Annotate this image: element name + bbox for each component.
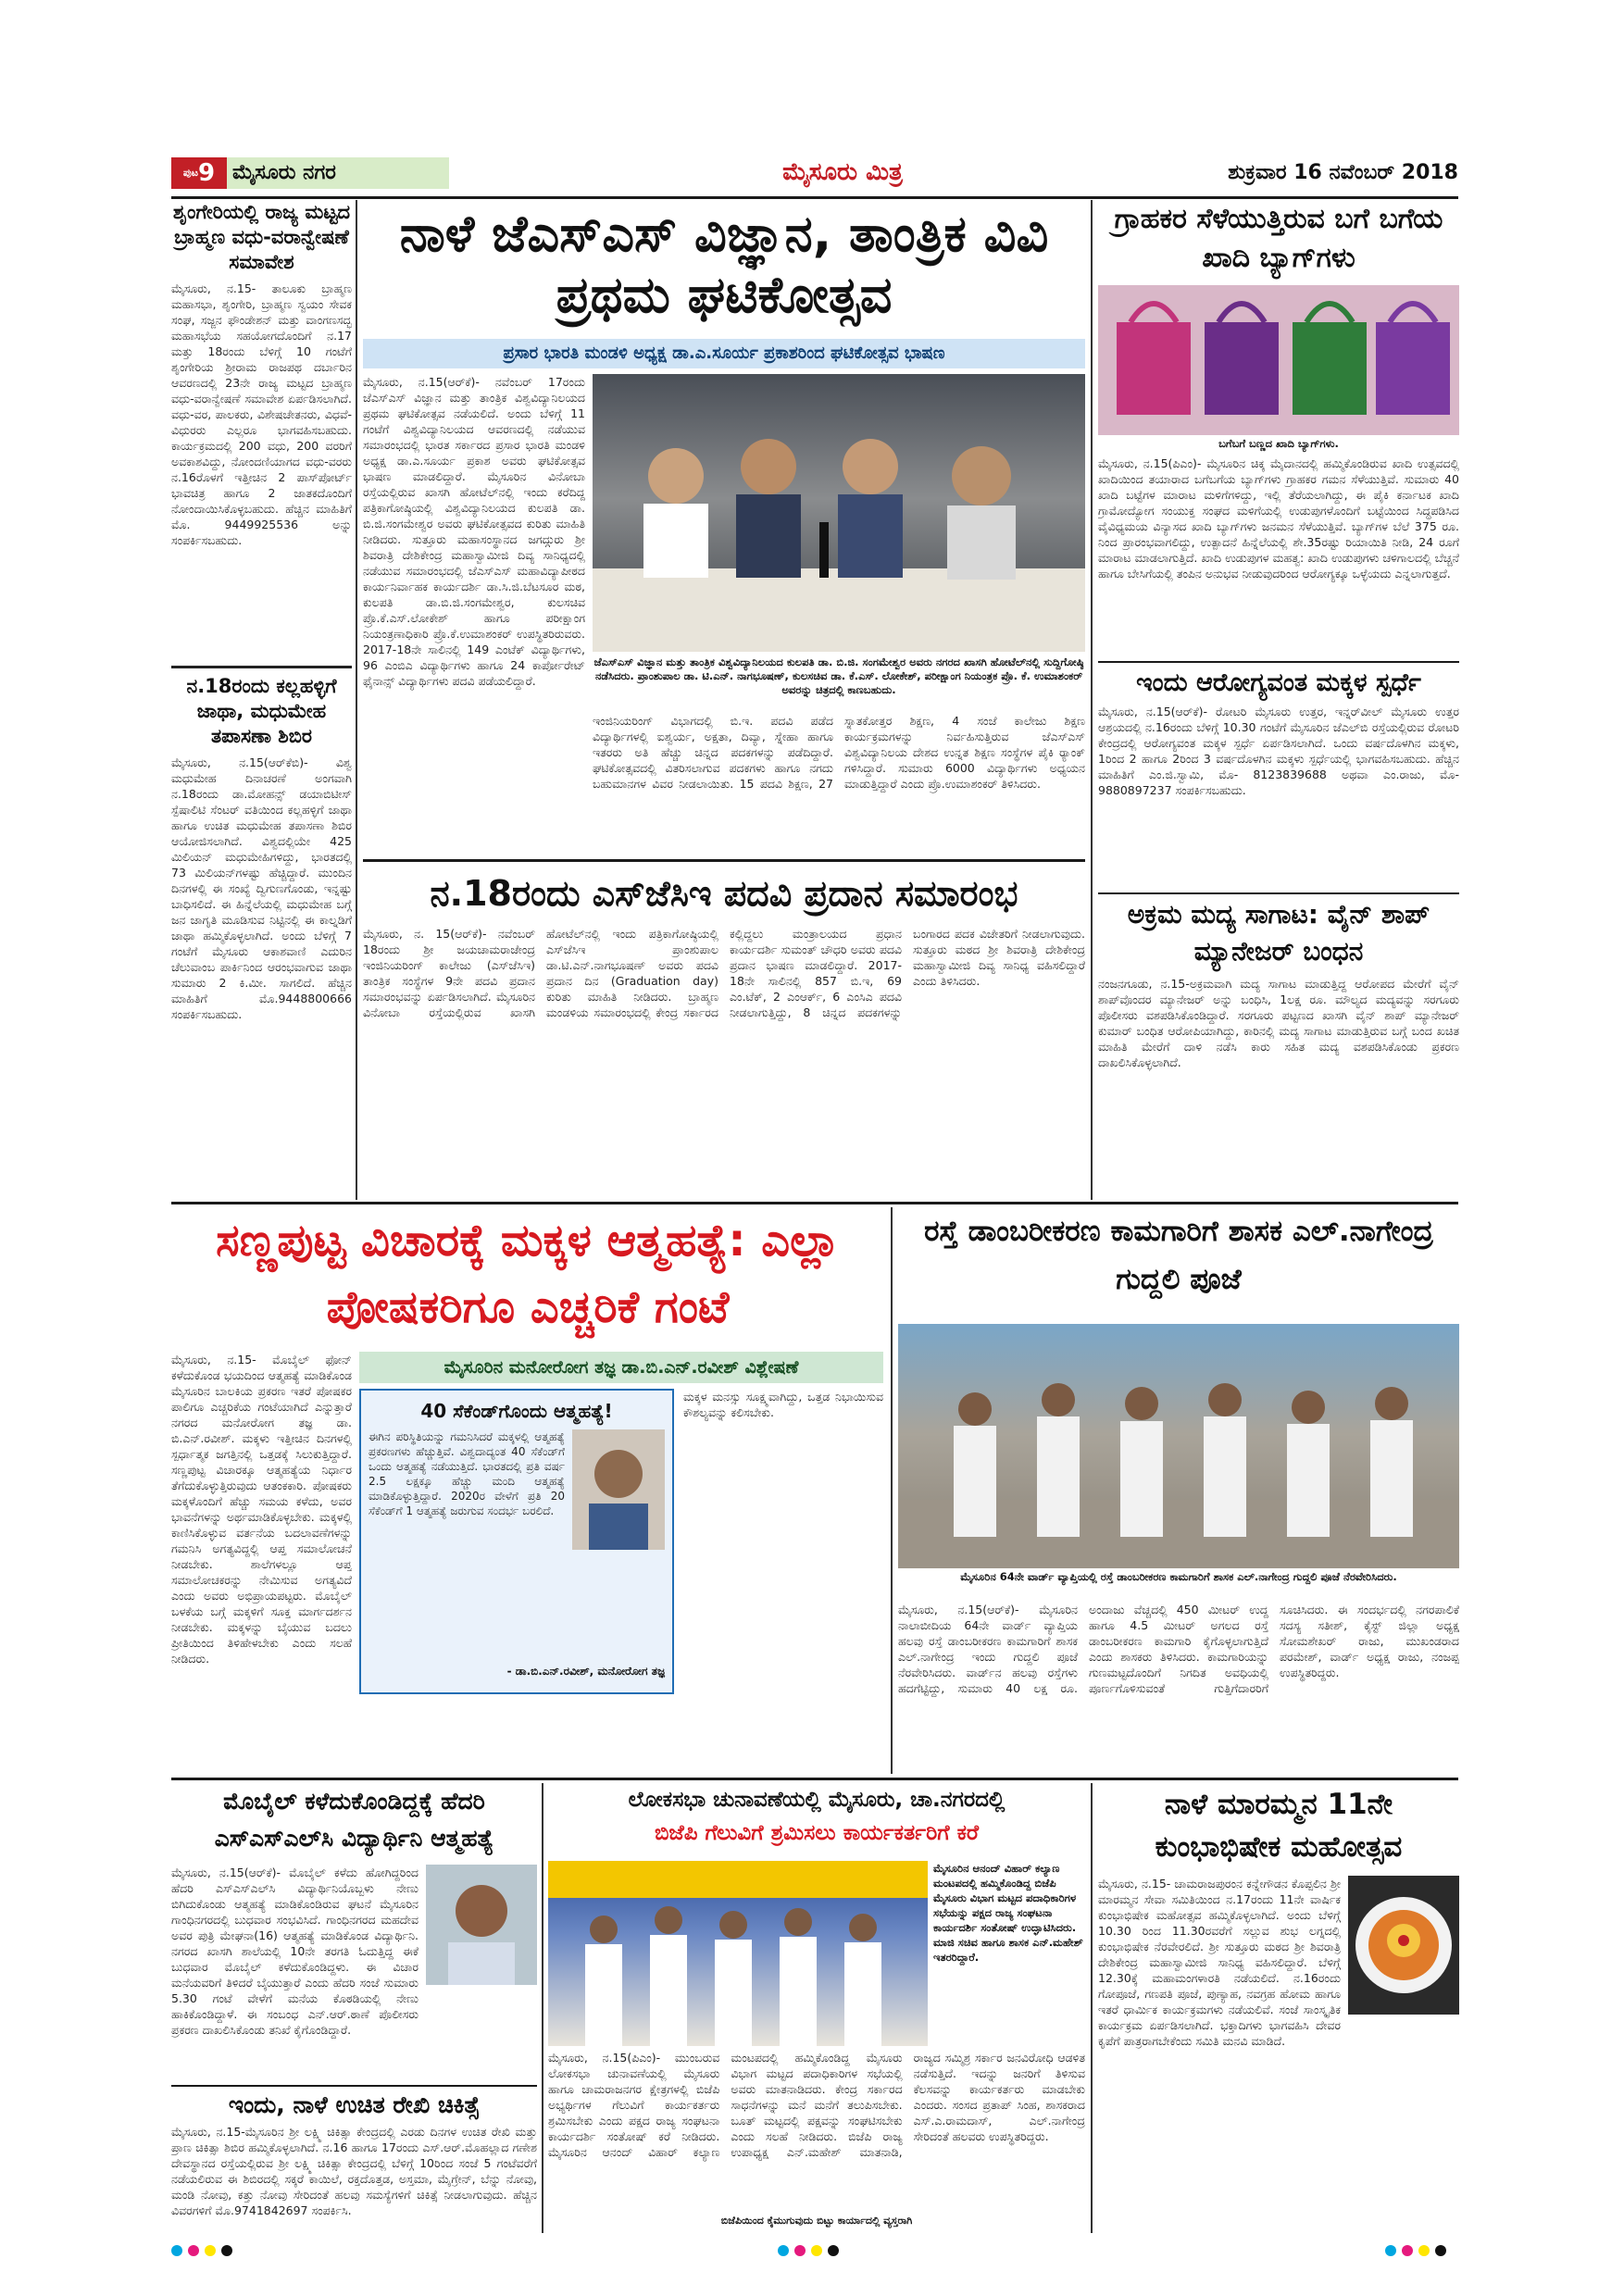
road-puja-illustration [898, 1324, 1459, 1568]
divider [171, 666, 352, 668]
student-photo [426, 1865, 537, 1985]
cyan-dot [1385, 2245, 1396, 2256]
bjp-body: ಮೈಸೂರು, ನ.15(ಪಿಎಂ)- ಮುಂಬರುವ ಲೋಕಸಭಾ ಚುನಾವಣೆಯಲ್ಲಿ ಮೈಸೂರು ಹಾಗೂ ಚಾಮರಾಜನಗರ ಕ್ಷೇತ್ರಗಳಲ್ಲಿ ಬಿಜೆಪಿ ಅಭ್ಯರ್ಥಿಗಳ ಗೆಲುವಿಗೆ ಕಾರ್ಯಕರ್ತರು ಶ್ರಮಿಸಬೇಕು ಎಂದು ಪಕ್ಷದ ರಾಜ್ಯ ಸಂಘಟನಾ ಕಾರ್ಯದರ್ಶಿ ಸಂತೋಷ್ ಕರೆ ನೀಡಿದರು. ಮೈಸೂರಿನ ಆನಂದ್ ವಿಹಾರ್ ಕಲ್ಯಾಣ ಮಂಟಪದಲ್ಲಿ ಹಮ್ಮಿಕೊಂಡಿದ್ದ ಮೈಸೂರು ವಿಭಾಗ ಮಟ್ಟದ ಪದಾಧಿಕಾರಿಗಳ ಸಭೆಯಲ್ಲಿ ಅವರು ಮಾತನಾಡಿದರು. ಕೇಂದ್ರ ಸರ್ಕಾರದ ಸಾಧನೆಗಳನ್ನು ಮನೆ ಮನೆಗೆ ತಲುಪಿಸಬೇಕು. ಬೂತ್ ಮಟ್ಟದಲ್ಲಿ ಪಕ್ಷವನ್ನು ಸಂಘಟಿಸಬೇಕು ಎಂದು ಸಲಹೆ ನೀಡಿದರು. ಬಿಜೆಪಿ ರಾಜ್ಯ ಉಪಾಧ್ಯಕ್ಷ ಎನ್.ಮಹೇಶ್ ಮಾತನಾಡಿ, ರಾಜ್ಯದ ಸಮ್ಮಿಶ್ರ ಸರ್ಕಾರ ಜನವಿರೋಧಿ ಆಡಳಿತ ನಡೆಸುತ್ತಿದೆ. ಇದನ್ನು ಜನರಿಗೆ ತಿಳಿಸುವ ಕೆಲಸವನ್ನು ಕಾರ್ಯಕರ್ತರು ಮಾಡಬೇಕು ಎಂದರು. ಸಂಸದ ಪ್ರತಾಪ್ ಸಿಂಹ, ಶಾಸಕರಾದ ಎಸ್.ಎ.ರಾಮದಾಸ್, ಎಲ್.ನಾಗೇಂದ್ರ ಸೇರಿದಂತೆ ಹಲವರು ಉಪಸ್ಥಿತರಿದ್ದರು. [548, 2051, 1085, 2159]
masthead-page-box [171, 157, 449, 189]
bjp-headline: ಲೋಕಸಭಾ ಚುನಾವಣೆಯಲ್ಲಿ ಮೈಸೂರು, ಚಾ.ನಗರದಲ್ಲಿ [628, 1788, 1006, 1812]
lead-photo-caption: ಜೆಎಸ್‌ಎಸ್ ವಿಜ್ಞಾನ ಮತ್ತು ತಾಂತ್ರಿಕ ವಿಶ್ವವಿದ್ಯಾನಿಲಯದ ಕುಲಪತಿ ಡಾ. ಬಿ.ಜಿ. ಸಂಗಮೇಶ್ವರ ಅವರು ನಗರದ ಖಾಸಗಿ ಹೋಟೆಲ್‌ನಲ್ಲಿ ಸುದ್ದಿಗೋಷ್ಠಿ ನಡೆಸಿದರು. ಪ್ರಾಂಶುಪಾಲ ಡಾ. ಟಿ.ಎನ್. ನಾಗಭೂಷಣ್, ಕುಲಸಚಿವ ಡಾ. ಕೆ.ಎಸ್. ಲೋಕೇಶ್, ಪರೀಕ್ಷಾಂಗ ನಿಯಂತ್ರಕ ಪ್ರೊ. ಕೆ. ಉಮಾಶಂಕರ್ ಅವರನ್ನು ಚಿತ್ರದಲ್ಲಿ ಕಾಣಬಹುದು. [593, 655, 1084, 696]
bjp-photo [548, 1861, 928, 2046]
wine-headline: ಅಕ್ರಮ ಮದ್ಯ ಸಾಗಾಟ: ವೈನ್ ಶಾಪ್ ಮ್ಯಾನೇಜರ್ ಬಂಧನ [1127, 899, 1430, 967]
bags-photo-caption: ಬಗೆಬಗೆ ಬಣ್ಣದ ಖಾದಿ ಬ್ಯಾಗ್‌ಗಳು. [1218, 437, 1339, 450]
black-dot [1435, 2245, 1446, 2256]
rule [171, 2085, 537, 2087]
goddess-photo [1348, 1876, 1459, 2015]
bags-photo [1098, 285, 1459, 435]
body-jatha: ಮೈಸೂರು, ನ.15(ಆರ್‌ಕೆಬಿ)- ವಿಶ್ವ ಮಧುಮೇಹ ದಿನಾಚರಣೆ ಅಂಗವಾಗಿ ನ.18ರಂದು ಡಾ.ಮೋಹನ್ಸ್ ಡಯಾಬಿಟೀಸ್ ಸ್ಪೆಷಾಲಿಟಿ ಸೆಂಟರ್ ವತಿಯಿಂದ ಕಲ್ಲಹಳ್ಳಿಗೆ ಜಾಥಾ ಹಾಗೂ ಉಚಿತ ಮಧುಮೇಹ ತಪಾಸಣಾ ಶಿಬಿರ ಆಯೋಜಿಸಲಾಗಿದೆ. ವಿಶ್ವದಲ್ಲಿಯೇ 425 ಮಿಲಿಯನ್ ಮಧುಮೇಹಿಗಳಿದ್ದು, ಭಾರತದಲ್ಲಿ 73 ಮಿಲಿಯನ್‌ಗಳಷ್ಟು ಹೆಚ್ಚಿದ್ದಾರೆ. ಮುಂದಿನ ದಿನಗಳಲ್ಲಿ ಈ ಸಂಖ್ಯೆ ದ್ವಿಗುಣಗೊಂಡು, ಇನ್ನಷ್ಟು ಬಾಧಿಸಲಿದೆ. ಈ ಹಿನ್ನೆಲೆಯಲ್ಲಿ ಮಧುಮೇಹ ಬಗ್ಗೆ ಜನ ಜಾಗೃತಿ ಮೂಡಿಸುವ ನಿಟ್ಟಿನಲ್ಲಿ ಈ ಕಾಲ್ನಡಿಗೆ ಜಾಥಾ ಹಮ್ಮಿಕೊಳ್ಳಲಾಗಿದೆ. ಅಂದು ಬೆಳಿಗ್ಗೆ 7 ಗಂಟೆಗೆ ಮೈಸೂರು ಆಕಾಶವಾಣಿ ಎದುರಿನ ಚೆಲುವಾಂಬ ಪಾರ್ಕಿನಿಂದ ಆರಂಭವಾಗುವ ಜಾಥಾ ಸುಮಾರು 2 ಕಿ.ಮೀ. ಸಾಗಲಿದೆ. ಹೆಚ್ಚಿನ ಮಾಹಿತಿಗೆ ಮೊ.9448800666 ಸಂಪರ್ಕಿಸಬಹುದು. [171, 755, 352, 1021]
mobile-headline-box [171, 1783, 537, 1861]
infobox-signature: - ಡಾ.ಬಿ.ಎನ್.ರವೀಶ್, ಮನೋರೋಗ ತಜ್ಞ [506, 1665, 665, 1678]
suicide-left [171, 1352, 352, 1774]
wine-body: ನಂಜನಗೂಡು, ನ.15-ಅಕ್ರಮವಾಗಿ ಮದ್ಯ ಸಾಗಾಟ ಮಾಡುತ್ತಿದ್ದ ಆರೋಪದ ಮೇರೆಗೆ ವೈನ್ ಶಾಪ್‌ವೊಂದರ ಮ್ಯಾನೇಜರ್ ಅನ್ನು ಬಂಧಿಸಿ, 1ಲಕ್ಷ ರೂ. ಮೌಲ್ಯದ ಮದ್ಯವನ್ನು ಸರಗೂರು ಪೊಲೀಸರು ವಶಪಡಿಸಿಕೊಂಡಿದ್ದಾರೆ. ಸರಗೂರು ಪಟ್ಟಣದ ಖಾಸಗಿ ವೈನ್ ಶಾಪ್ ಮ್ಯಾನೇಜರ್ ಕುಮಾರ್ ಬಂಧಿತ ಆರೋಪಿಯಾಗಿದ್ದು, ಕಾರಿನಲ್ಲಿ ಮದ್ಯ ಸಾಗಾಟ ಮಾಡುತ್ತಿರುವ ಬಗ್ಗೆ ಬಂದ ಖಚಿತ ಮಾಹಿತಿ ಮೇರೆಗೆ ದಾಳಿ ನಡೆಸಿ ಕಾರು ಸಹಿತ ಮದ್ಯ ವಶಪಡಿಸಿಕೊಂಡು ಪ್ರಕರಣ ದಾಖಲಿಸಿಕೊಳ್ಳಲಾಗಿದೆ. [1098, 977, 1459, 1069]
yellow-dot [205, 2245, 216, 2256]
suicide-body-bottom [359, 1700, 674, 1774]
mobile-content [171, 1865, 537, 2083]
magenta-dot [794, 2245, 806, 2256]
registration-marks-right [1385, 2245, 1459, 2258]
sjce-body: ಮೈಸೂರು, ನ. 15(ಆರ್‌ಕೆ)- ನವೆಂಬರ್ 18ರಂದು ಶ್ರೀ ಜಯಚಾಮರಾಜೇಂದ್ರ ಇಂಜಿನಿಯರಿಂಗ್ ಕಾಲೇಜು (ಎಸ್‌ಜೆಸಿಇ) ತಾಂತ್ರಿಕ ಸಂಸ್ಥೆಗಳ 9ನೇ ಪದವಿ ಪ್ರದಾನ ಸಮಾರಂಭವನ್ನು ಏರ್ಪಡಿಸಲಾಗಿದೆ. ಮೈಸೂರಿನ ವಿನೋಬಾ ರಸ್ತೆಯಲ್ಲಿರುವ ಖಾಸಗಿ ಹೋಟೆಲ್‌ನಲ್ಲಿ ಇಂದು ಪತ್ರಿಕಾಗೋಷ್ಠಿಯಲ್ಲಿ ಎಸ್‌ಜೆಸಿಇ ಪ್ರಾಂಶುಪಾಲ ಡಾ.ಟಿ.ಎನ್.ನಾಗಭೂಷಣ್ ಅವರು ಪದವಿ ಪ್ರದಾನ ದಿನ (Graduation day) ಕುರಿತು ಮಾಹಿತಿ ನೀಡಿದರು. ಬ್ರಾಹ್ಮಣ ಮಂಡಳಿಯ ಸಮಾರಂಭದಲ್ಲಿ ಕೇಂದ್ರ ಸರ್ಕಾರದ ಕಲ್ಲಿದ್ದಲು ಮಂತ್ರಾಲಯದ ಪ್ರಧಾನ ಕಾರ್ಯದರ್ಶಿ ಸುಮಂತ್ ಚೌಧರಿ ಅವರು ಪದವಿ ಪ್ರದಾನ ಭಾಷಣ ಮಾಡಲಿದ್ದಾರೆ. 2017-18ನೇ ಸಾಲಿನಲ್ಲಿ 857 ಬಿ.ಇ, 69 ಎಂ.ಟೆಕ್, 2 ಎಂಆರ್ಕ್, 6 ಎಂಸಿಎ ಪದವಿ ನೀಡಲಾಗುತ್ತಿದ್ದು, 8 ಚಿನ್ನದ ಪದಕಗಳನ್ನು ಬಂಗಾರದ ಪದಕ ವಿಜೇತರಿಗೆ ನೀಡಲಾಗುವುದು. ಸುತ್ತೂರು ಮಠದ ಶ್ರೀ ಶಿವರಾತ್ರಿ ದೇಶಿಕೇಂದ್ರ ಮಹಾಸ್ವಾಮೀಜಿ ದಿವ್ಯ ಸಾನಿಧ್ಯ ವಹಿಸಲಿದ್ದಾರೆ ಎಂದು ತಿಳಿಸಿದರು. [363, 927, 1085, 1019]
health-body: ಮೈಸೂರು, ನ.15(ಆರ್‌ಕೆ)- ರೋಟರಿ ಮೈಸೂರು ಉತ್ತರ, ಇನ್ನರ್‌ವೀಲ್ ಮೈಸೂರು ಉತ್ತರ ಆಶ್ರಯದಲ್ಲಿ ನ.16ರಂದು ಬೆಳಿಗ್ಗೆ 10.30 ಗಂಟೆಗೆ ಮೈಸೂರಿನ ಜೆಎಲ್‌ಬಿ ರಸ್ತೆಯಲ್ಲಿರುವ ರೋಟರಿ ಕೇಂದ್ರದಲ್ಲಿ ಆರೋಗ್ಯವಂತ ಮಕ್ಕಳ ಸ್ಪರ್ಧೆ ಏರ್ಪಡಿಸಲಾಗಿದೆ. ಒಂದು ವರ್ಷದೊಳಗಿನ ಮಕ್ಕಳು, 1ರಿಂದ 2 ಹಾಗೂ 2ರಿಂದ 3 ವರ್ಷದೊಳಗಿನ ಮಕ್ಕಳು ಸ್ಪರ್ಧೆಯಲ್ಲಿ ಭಾಗವಹಿಸಬಹುದು. ಹೆಚ್ಚಿನ ಮಾಹಿತಿಗೆ ಎಂ.ಜಿ.ಸ್ವಾಮಿ, ಮೊ- 8123839688 ಅಥವಾ ಎಂ.ರಾಜು, ಮೊ- 9880897237 ಸಂಪರ್ಕಿಸಬಹುದು. [1098, 705, 1459, 797]
infobox-title: 40 ಸೆಕೆಂಡ್‌ಗೊಂದು ಆತ್ಮಹತ್ಯೆ! [420, 1400, 613, 1422]
lead-press-photo [593, 374, 1085, 652]
column-rule [542, 1783, 543, 2233]
bags-illustration [1098, 285, 1459, 435]
suicide-headline-box [171, 1207, 884, 1346]
lead-headline: ನಾಳೆ ಜೆಎಸ್‌ಎಸ್ ವಿಜ್ಞಾನ, ತಾಂತ್ರಿಕ ವಿವಿ ಪ್ರಥಮ ಘಟಿಕೋತ್ಸವ [399, 205, 1049, 324]
bags-headline-box [1098, 200, 1459, 283]
road-photo [898, 1324, 1459, 1568]
rule [1098, 892, 1459, 894]
rule [1098, 661, 1459, 663]
black-dot [221, 2245, 232, 2256]
bjp-meeting-illustration [548, 1861, 928, 2046]
eye-headline: ಇಂದು, ನಾಳೆ ಉಚಿತ ರೇಖಿ ಚಿಕಿತ್ಸೆ [228, 2091, 481, 2118]
road-headline-box [898, 1207, 1459, 1318]
registration-marks-center [778, 2245, 852, 2258]
mobile-headline: ಮೊಬೈಲ್ ಕಳೆದುಕೊಂಡಿದ್ದಕ್ಕೆ ಹೆದರಿ ಎಸ್‌ಎಸ್‌ಎಲ್‌ಸಿ ವಿದ್ಯಾರ್ಥಿನಿ ಆತ್ಮಹತ್ಯೆ [214, 1788, 494, 1852]
bjp-headline-box [548, 1783, 1085, 1857]
rule-lead-bottom [363, 859, 1085, 862]
suicide-subhead: ಮೈಸೂರಿನ ಮನೋರೋಗ ತಜ್ಞ ಡಾ.ಬಿ.ಎನ್.ರವೀಶ್ ವಿಶ್ಲೇಷಣೆ [359, 1352, 883, 1383]
bags-headline: ಗ್ರಾಹಕರ ಸೆಳೆಯುತ್ತಿರುವ ಬಗೆ ಬಗೆಯ ಖಾದಿ ಬ್ಯಾಗ್‌ಗಳು [1114, 203, 1443, 274]
road-photo-caption: ಮೈಸೂರಿನ 64ನೇ ವಾರ್ಡ್ ವ್ಯಾಪ್ತಿಯಲ್ಲಿ ರಸ್ತೆ ಡಾಂಬರೀಕರಣ ಕಾಮಗಾರಿಗೆ ಶಾಸಕ ಎಲ್.ನಾಗೇಂದ್ರ ಗುದ್ದಲಿ ಪೂಜೆ ನೆರವೇರಿಸಿದರು. [960, 1570, 1397, 1583]
sjce-headline-box [363, 867, 1085, 922]
eye-headline-box [171, 2089, 537, 2122]
column-rule [891, 1207, 893, 1774]
kumbha-body: ಮೈಸೂರು, ನ.15- ಚಾಮರಾಜಪುರಂನ ಕನ್ನೇಗೌಡನ ಕೊಪ್ಪಲಿನ ಶ್ರೀ ಮಾರಮ್ಮನ ಸೇವಾ ಸಮಿತಿಯಿಂದ ನ.17ರಂದು 11ನೇ ವಾರ್ಷಿಕ ಕುಂಭಾಭಿಷೇಕ ಮಹೋತ್ಸವ ಹಮ್ಮಿಕೊಳ್ಳಲಾಗಿದೆ. ಅಂದು ಬೆಳಿಗ್ಗೆ 10.30 ರಿಂದ 11.30ರವರೆಗೆ ಸಲ್ಲುವ ಶುಭ ಲಗ್ನದಲ್ಲಿ ಕುಂಭಾಭಿಷೇಕ ನೆರವೇರಲಿದೆ. ಶ್ರೀ ಸುತ್ತೂರು ಮಠದ ಶ್ರೀ ಶಿವರಾತ್ರಿ ದೇಶಿಕೇಂದ್ರ ಮಹಾಸ್ವಾಮೀಜಿ ಸಾನಿಧ್ಯ ವಹಿಸಲಿದ್ದಾರೆ. ಬೆಳಿಗ್ಗೆ 12.30ಕ್ಕೆ ಮಹಾಮಂಗಳಾರತಿ ನಡೆಯಲಿದೆ. ನ.16ರಂದು ಗೋಪೂಜೆ, ಗಣಪತಿ ಪೂಜೆ, ಪುಣ್ಯಾಹ, ನವಗ್ರಹ ಹೋಮ ಹಾಗೂ ಇತರೆ ಧಾರ್ಮಿಕ ಕಾರ್ಯಕ್ರಮಗಳು ನಡೆಯಲಿವೆ. ಸಂಜೆ ಸಾಂಸ್ಕೃತಿಕ ಕಾರ್ಯಕ್ರಮ ಏರ್ಪಡಿಸಲಾಗಿದೆ. ಭಕ್ತಾದಿಗಳು ಭಾಗವಹಿಸಿ ದೇವರ ಕೃಪೆಗೆ ಪಾತ್ರರಾಗಬೇಕೆಂದು ಸಮಿತಿ ಮನವಿ ಮಾಡಿದೆ. [1098, 1877, 1341, 2048]
column-rule [1091, 1783, 1093, 2233]
page-number: 9 [198, 159, 216, 187]
press-meet-illustration [593, 374, 1085, 652]
kumbha-headline-box [1098, 1783, 1459, 1872]
lead-headline-box [363, 204, 1085, 333]
kumbha-headline: ನಾಳೆ ಮಾರಮ್ಮನ 11ನೇ ಕುಂಭಾಭಿಷೇಕ ಮಹೋತ್ಸವ [1155, 1788, 1403, 1864]
headline-jatha: ನ.18ರಂದು ಕಲ್ಲಹಳ್ಳಿಗೆ ಜಾಥಾ, ಮಧುಮೇಹ ತಪಾಸಣಾ ಶಿಬಿರ [186, 675, 337, 747]
bjp-photo-caption: ಮೈಸೂರಿನ ಆನಂದ್ ವಿಹಾರ್ ಕಲ್ಯಾಣ ಮಂಟಪದಲ್ಲಿ ಹಮ್ಮಿಕೊಂಡಿದ್ದ ಬಿಜೆಪಿ ಮೈಸೂರು ವಿಭಾಗ ಮಟ್ಟದ ಪದಾಧಿಕಾರಿಗಳ ಸಭೆಯನ್ನು ಪಕ್ಷದ ರಾಜ್ಯ ಸಂಘಟನಾ ಕಾರ್ಯದರ್ಶಿ ಸಂತೋಷ್ ಉದ್ಘಾಟಿಸಿದರು. ಮಾಜಿ ಸಚಿವ ಹಾಗೂ ಶಾಸಕ ಎನ್.ಮಹೇಶ್ ಇತರರಿದ್ದಾರೆ. [933, 1862, 1083, 1964]
issue-date: ಶುಕ್ರವಾರ 16 ನವೆಂಬರ್ 2018 [1228, 161, 1458, 184]
health-headline-box [1098, 665, 1459, 702]
suicide-headline: ಸಣ್ಣಪುಟ್ಟ ವಿಚಾರಕ್ಕೆ ಮಕ್ಕಳ ಆತ್ಮಹತ್ಯೆ: ಎಲ್ಲಾ ಪೋಷಕರಿಗೂ ಎಚ್ಚರಿಕೆ ಗಂಟೆ [216, 1215, 840, 1333]
mobile-body: ಮೈಸೂರು, ನ.15(ಆರ್‌ಕೆ)- ಮೊಬೈಲ್ ಕಳೆದು ಹೋಗಿದ್ದರಿಂದ ಹೆದರಿ ಎಸ್‌ಎಸ್‌ಎಲ್‌ಸಿ ವಿದ್ಯಾರ್ಥಿನಿಯೊಬ್ಬಳು ನೇಣು ಬಿಗಿದುಕೊಂಡು ಆತ್ಮಹತ್ಯೆ ಮಾಡಿಕೊಂಡಿರುವ ಘಟನೆ ಮೈಸೂರಿನ ಗಾಂಧಿನಗರದಲ್ಲಿ ಬುಧವಾರ ಸಂಭವಿಸಿದೆ. ಗಾಂಧಿನಗರದ ಮಹದೇವ ಅವರ ಪುತ್ರಿ ಮೇಘನಾ(16) ಆತ್ಮಹತ್ಯೆ ಮಾಡಿಕೊಂಡ ವಿದ್ಯಾರ್ಥಿನಿ. ನಗರದ ಖಾಸಗಿ ಶಾಲೆಯಲ್ಲಿ 10ನೇ ತರಗತಿ ಓದುತ್ತಿದ್ದ ಈಕೆ ಬುಧವಾರ ಮೊಬೈಲ್ ಕಳೆದುಕೊಂಡಿದ್ದಳು. ಈ ವಿಚಾರ ಮನೆಯವರಿಗೆ ತಿಳಿದರೆ ಬೈಯುತ್ತಾರೆ ಎಂದು ಹೆದರಿ ಸಂಜೆ ಸುಮಾರು 5.30 ಗಂಟೆ ವೇಳೆಗೆ ಮನೆಯ ಕೊಠಡಿಯಲ್ಲಿ ನೇಣು ಹಾಕಿಕೊಂಡಿದ್ದಾಳೆ. ಈ ಸಂಬಂಧ ಎನ್.ಆರ್.ಠಾಣೆ ಪೊಲೀಸರು ಪ್ರಕರಣ ದಾಖಲಿಸಿಕೊಂಡು ತನಿಖೆ ಕೈಗೊಂಡಿದ್ದಾರೆ. [171, 1866, 418, 2037]
cyan-dot [171, 2245, 182, 2256]
bjp-headline-line2: ಬಿಜೆಪಿ ಗೆಲುವಿಗೆ ಶ್ರಮಿಸಲು ಕಾರ್ಯಕರ್ತರಿಗೆ ಕರೆ [654, 1821, 980, 1845]
road-headline: ರಸ್ತೆ ಡಾಂಬರೀಕರಣ ಕಾಮಗಾರಿಗೆ ಶಾಸಕ ಎಲ್.ನಾಗೇಂದ್ರ ಗುದ್ದಲಿ ಪೂಜೆ [924, 1215, 1433, 1296]
bjp-continued: ಬಿಜೆಪಿಯಿಂದ ಕೈಮುಗುವುದು ಬಿಟ್ಟು ಕಾರ್ಯಾದಲ್ಲಿ ವ್ಯಸ್ತರಾಗಿ [720, 2215, 913, 2227]
section-name: ಮೈಸೂರು ನಗರ [232, 161, 336, 184]
suicide-body-continued: ಮಕ್ಕಳ ಮನಸ್ಸು ಸೂಕ್ಷ್ಮವಾಗಿದ್ದು, ಒತ್ತಡ ನಿಭಾಯಿಸುವ ಕೌಶಲ್ಯವನ್ನು ಕಲಿಸಬೇಕು. [683, 1390, 883, 1419]
column-rule [356, 200, 357, 1200]
infobox-body: ಈಗಿನ ಪರಿಸ್ಥಿತಿಯನ್ನು ಗಮನಿಸಿದರೆ ಮಕ್ಕಳಲ್ಲಿ ಆತ್ಮಹತ್ಯೆ ಪ್ರಕರಣಗಳು ಹೆಚ್ಚುತ್ತಿವೆ. ವಿಶ್ವದಾದ್ಯಂತ 40 ಸೆಕೆಂಡ್‌ಗೆ ಒಂದು ಆತ್ಮಹತ್ಯೆ ನಡೆಯುತ್ತಿದೆ. ಭಾರತದಲ್ಲಿ ಪ್ರತಿ ವರ್ಷ 2.5 ಲಕ್ಷಕ್ಕೂ ಹೆಚ್ಚು ಮಂದಿ ಆತ್ಮಹತ್ಯೆ ಮಾಡಿಕೊಳ್ಳುತ್ತಿದ್ದಾರೆ. 2020ರ ವೇಳೆಗೆ ಪ್ರತಿ 20 ಸೆಕೆಂಡ್‌ಗೆ 1 ಆತ್ಮಹತ್ಯೆ ಜರುಗುವ ಸಂದರ್ಭ ಬರಲಿದೆ. [369, 1430, 565, 1517]
page-label: ಪುಟ [182, 167, 199, 179]
left-column [171, 200, 352, 1200]
registration-marks-left [171, 2245, 245, 2258]
page-number-badge [171, 157, 227, 189]
yellow-dot [811, 2245, 822, 2256]
sjce-headline: ನ.18ರಂದು ಎಸ್‌ಜೆಸಿಇ ಪದವಿ ಪ್ರದಾನ ಸಮಾರಂಭ [430, 873, 1018, 914]
rule-mid [171, 1202, 1458, 1204]
body-sringeri: ಮೈಸೂರು, ನ.15- ತಾಲೂಕು ಬ್ರಾಹ್ಮಣ ಮಹಾಸಭಾ, ಶೃಂಗೇರಿ, ಬ್ರಾಹ್ಮಣ ಸ್ವಯಂ ಸೇವಕ ಸಂಘ, ಸಜ್ಜನ ಫೌಂಡೇಶನ್ ಮತ್ತು ವಾಂಗಣಸದ್ಭ ಮಹಾಸಭೆಯ ಸಹಯೋಗದೊಂದಿಗೆ ನ.17 ಮತ್ತು 18ರಂದು ಬೆಳಿಗ್ಗೆ 10 ಗಂಟೆಗೆ ಶೃಂಗೇರಿಯ ಶ್ರೀರಾಮ ರಾಜಪಥ ದರ್ಬಾರಿನ ಆವರಣದಲ್ಲಿ 23ನೇ ರಾಜ್ಯ ಮಟ್ಟದ ಬ್ರಾಹ್ಮಣ ವಧು-ವರಾನ್ವೇಷಣೆ ಸಮಾವೇಶ ಏರ್ಪಡಿಸಲಾಗಿದೆ. ವಧು-ವರ, ಪಾಲಕರು, ವಿಶೇಷಚೇತನರು, ವಿಧವೆ-ವಿಧುರರು ಎಲ್ಲರೂ ಭಾಗವಹಿಸಬಹುದು. ಕಾರ್ಯಕ್ರಮದಲ್ಲಿ 200 ವಧು, 200 ವರರಿಗೆ ಅವಕಾಶವಿದ್ದು, ನೋಂದಣಿಯಾಗದ ವಧು-ವರರು ನ.16ರೊಳಗೆ ಇತ್ತೀಚಿನ 2 ಪಾಸ್‌ಪೋರ್ಟ್ ಭಾವಚಿತ್ರ ಹಾಗೂ 2 ಜಾತಕದೊಂದಿಗೆ ನೋಂದಾಯಿಸಿಕೊಳ್ಳಬಹುದು. ಹೆಚ್ಚಿನ ಮಾಹಿತಿಗೆ ಮೊ. 9449925536 ಅನ್ನು ಸಂಪರ್ಕಿಸಬಹುದು. [171, 281, 352, 547]
doctor-portrait [572, 1429, 665, 1550]
road-body: ಮೈಸೂರು, ನ.15(ಆರ್‌ಕೆ)- ಮೈಸೂರಿನ ನಾಲಾಬೀದಿಯ 64ನೇ ವಾರ್ಡ್ ವ್ಯಾಪ್ತಿಯ ಹಲವು ರಸ್ತೆ ಡಾಂಬರೀಕರಣ ಕಾಮಗಾರಿಗೆ ಶಾಸಕ ಎಲ್.ನಾಗೇಂದ್ರ ಇಂದು ಗುದ್ದಲಿ ಪೂಜೆ ನೆರವೇರಿಸಿದರು. ವಾರ್ಡ್‌ನ ಹಲವು ರಸ್ತೆಗಳು ಹದಗೆಟ್ಟಿದ್ದು, ಸುಮಾರು 40 ಲಕ್ಷ ರೂ. ಅಂದಾಜು ವೆಚ್ಚದಲ್ಲಿ 450 ಮೀಟರ್ ಉದ್ದ ಹಾಗೂ 4.5 ಮೀಟರ್ ಅಗಲದ ರಸ್ತೆ ಡಾಂಬರೀಕರಣ ಕಾಮಗಾರಿ ಕೈಗೊಳ್ಳಲಾಗುತ್ತಿದೆ ಎಂದು ಶಾಸಕರು ತಿಳಿಸಿದರು. ಕಾಮಗಾರಿಯನ್ನು ಗುಣಮಟ್ಟದೊಂದಿಗೆ ನಿಗದಿತ ಅವಧಿಯಲ್ಲಿ ಪೂರ್ಣಗೊಳಿಸುವಂತೆ ಗುತ್ತಿಗೆದಾರರಿಗೆ ಸೂಚಿಸಿದರು. ಈ ಸಂದರ್ಭದಲ್ಲಿ ನಗರಪಾಲಿಕೆ ಸದಸ್ಯ ಸತೀಶ್, ಕೈಸ್ಟ್ ಜಿಲ್ಲಾ ಅಧ್ಯಕ್ಷ ಸೋಮಶೇಖರ್ ರಾಜು, ಮುಖಂಡರಾದ ಪರಮೇಶ್, ವಾರ್ಡ್ ಅಧ್ಯಕ್ಷ ರಾಜು, ನಂಜಪ್ಪ ಉಪಸ್ಥಿತರಿದ್ದರು. [898, 1603, 1459, 1695]
suicide-body: ಮೈಸೂರು, ನ.15- ಮೊಬೈಲ್ ಫೋನ್ ಕಳೆದುಕೊಂಡ ಭಯದಿಂದ ಆತ್ಮಹತ್ಯೆ ಮಾಡಿಕೊಂಡ ಮೈಸೂರಿನ ಬಾಲಕಿಯ ಪ್ರಕರಣ ಇತರೆ ಪೋಷಕರ ಪಾಲಿಗೂ ಎಚ್ಚರಿಕೆಯ ಗಂಟೆಯಾಗಿದೆ ಎನ್ನುತ್ತಾರೆ ನಗರದ ಮನೋರೋಗ ತಜ್ಞ ಡಾ. ಬಿ.ಎನ್.ರವೀಶ್. ಮಕ್ಕಳು ಇತ್ತೀಚಿನ ದಿನಗಳಲ್ಲಿ ಸ್ಪರ್ಧಾತ್ಮಕ ಜಗತ್ತಿನಲ್ಲಿ ಒತ್ತಡಕ್ಕೆ ಸಿಲುಕುತ್ತಿದ್ದಾರೆ. ಸಣ್ಣಪುಟ್ಟ ವಿಚಾರಕ್ಕೂ ಆತ್ಮಹತ್ಯೆಯ ನಿರ್ಧಾರ ತೆಗೆದುಕೊಳ್ಳುತ್ತಿರುವುದು ಆತಂಕಕಾರಿ. ಪೋಷಕರು ಮಕ್ಕಳೊಂದಿಗೆ ಹೆಚ್ಚು ಸಮಯ ಕಳೆದು, ಅವರ ಭಾವನೆಗಳನ್ನು ಅರ್ಥಮಾಡಿಕೊಳ್ಳಬೇಕು. ಮಕ್ಕಳಲ್ಲಿ ಕಾಣಿಸಿಕೊಳ್ಳುವ ವರ್ತನೆಯ ಬದಲಾವಣೆಗಳನ್ನು ಗಮನಿಸಿ ಅಗತ್ಯವಿದ್ದಲ್ಲಿ ಆಪ್ತ ಸಮಾಲೋಚನೆ ನೀಡಬೇಕು. ಶಾಲೆಗಳಲ್ಲೂ ಆಪ್ತ ಸಮಾಲೋಚಕರನ್ನು ನೇಮಿಸುವ ಅಗತ್ಯವಿದೆ ಎಂದು ಅವರು ಅಭಿಪ್ರಾಯಪಟ್ಟರು. ಮೊಬೈಲ್ ಬಳಕೆಯ ಬಗ್ಗೆ ಮಕ್ಕಳಿಗೆ ಸೂಕ್ತ ಮಾರ್ಗದರ್ಶನ ನೀಡಬೇಕು. ಮಕ್ಕಳನ್ನು ಬೈಯುವ ಬದಲು ಪ್ರೀತಿಯಿಂದ ತಿಳಿಹೇಳಬೇಕು ಎಂದು ಸಲಹೆ ನೀಡಿದರು. [171, 1353, 352, 1666]
lead-body-left: ಮೈಸೂರು, ನ.15(ಆರ್‌ಕೆ)- ನವೆಂಬರ್ 17ರಂದು ಜೆಎಸ್‌ಎಸ್ ವಿಜ್ಞಾನ ಮತ್ತು ತಾಂತ್ರಿಕ ವಿಶ್ವವಿದ್ಯಾನಿಲಯದ ಪ್ರಥಮ ಘಟಿಕೋತ್ಸವ ನಡೆಯಲಿದೆ. ಅಂದು ಬೆಳಿಗ್ಗೆ 11 ಗಂಟೆಗೆ ವಿಶ್ವವಿದ್ಯಾನಿಲಯದ ಆವರಣದಲ್ಲಿ ನಡೆಯುವ ಸಮಾರಂಭದಲ್ಲಿ ಭಾರತ ಸರ್ಕಾರದ ಪ್ರಸಾರ ಭಾರತಿ ಮಂಡಳಿ ಅಧ್ಯಕ್ಷ ಡಾ.ಎ.ಸೂರ್ಯ ಪ್ರಕಾಶ ಅವರು ಘಟಿಕೋತ್ಸವ ಭಾಷಣ ಮಾಡಲಿದ್ದಾರೆ. ಮೈಸೂರಿನ ವಿನೋಬಾ ರಸ್ತೆಯಲ್ಲಿರುವ ಖಾಸಗಿ ಹೋಟೆಲ್‌ನಲ್ಲಿ ಇಂದು ಕರೆದಿದ್ದ ಪತ್ರಿಕಾಗೋಷ್ಠಿಯಲ್ಲಿ ವಿಶ್ವವಿದ್ಯಾನಿಲಯದ ಕುಲಪತಿ ಡಾ. ಬಿ.ಜಿ.ಸಂಗಮೇಶ್ವರ ಅವರು ಘಟಿಕೋತ್ಸವದ ಕುರಿತು ಮಾಹಿತಿ ನೀಡಿದರು. ಸುತ್ತೂರು ಮಹಾಸಂಸ್ಥಾನದ ಜಗದ್ಗುರು ಶ್ರೀ ಶಿವರಾತ್ರಿ ದೇಶಿಕೇಂದ್ರ ಮಹಾಸ್ವಾಮೀಜಿ ದಿವ್ಯ ಸಾನಿಧ್ಯದಲ್ಲಿ ನಡೆಯುವ ಸಮಾರಂಭದಲ್ಲಿ ಜೆಎಸ್‌ಎಸ್ ಮಹಾವಿದ್ಯಾಪೀಠದ ಕಾರ್ಯನಿರ್ವಾಹಕ ಕಾರ್ಯದರ್ಶಿ ಡಾ.ಸಿ.ಜಿ.ಬೆಟಸೂರ ಮಠ, ಕುಲಪತಿ ಡಾ.ಬಿ.ಜಿ.ಸಂಗಮೇಶ್ವರ, ಕುಲಸಚಿವ ಪ್ರೊ.ಕೆ.ಎಸ್.ಲೋಕೇಶ್ ಹಾಗೂ ಪರೀಕ್ಷಾಂಗ ನಿಯಂತ್ರಣಾಧಿಕಾರಿ ಪ್ರೊ.ಕೆ.ಉಮಾಶಂಕರ್ ಉಪಸ್ಥಿತರಿರುವರು. 2017-18ನೇ ಸಾಲಿನಲ್ಲಿ 149 ಎಂಟೆಕ್ ವಿದ್ಯಾರ್ಥಿಗಳು, 96 ಎಂಬಿಎ ವಿದ್ಯಾರ್ಥಿಗಳು ಹಾಗೂ 24 ಕಾರ್ಪೋರೇಟ್ ಫೈನಾನ್ಸ್ ವಿದ್ಯಾರ್ಥಿಗಳು ಪದವಿ ಪಡೆಯಲಿದ್ದಾರೆ. [363, 375, 585, 688]
newspaper-logo: ಮೈಸೂರು ಮಿತ್ರ [782, 158, 903, 186]
bags-body: ಮೈಸೂರು, ನ.15(ಪಿಎಂ)- ಮೈಸೂರಿನ ಚಿಕ್ಕ ಮೈದಾನದಲ್ಲಿ ಹಮ್ಮಿಕೊಂಡಿರುವ ಖಾದಿ ಉತ್ಸವದಲ್ಲಿ ಖಾದಿಯಿಂದ ತಯಾರಾದ ಬಗೆಬಗೆಯ ಬ್ಯಾಗ್‌ಗಳು ಗ್ರಾಹಕರ ಗಮನ ಸೆಳೆಯುತ್ತಿವೆ. ಸುಮಾರು 40 ಖಾದಿ ಬಟ್ಟೆಗಳ ಮಾರಾಟ ಮಳಿಗೆಗಳಿದ್ದು, ಇಲ್ಲಿ ತೆರೆಯಲಾಗಿದ್ದು, ಈ ಪೈಕಿ ಕರ್ನಾಟಕ ಖಾದಿ ಗ್ರಾಮೋದ್ಯೋಗ ಸಂಯುಕ್ತ ಸಂಘದ ಮಳಿಗೆಯಲ್ಲಿ ಉಡುಪುಗಳೊಂದಿಗೆ ಬಟ್ಟೆಯಿಂದ ಸಿದ್ಧಪಡಿಸಿದ ವೈವಿಧ್ಯಮಯ ವಿನ್ಯಾಸದ ಖಾದಿ ಬ್ಯಾಗ್‌ಗಳು ಜನಮನ ಸೆಳೆಯುತ್ತಿವೆ. ಬ್ಯಾಗ್‌ಗಳ ಬೆಲೆ 375 ರೂ. ನಿಂದ ಪ್ರಾರಂಭವಾಗಲಿದ್ದು, ಉತ್ಪಾದನೆ ಹಿನ್ನೆಲೆಯಲ್ಲಿ ಶೇ.35ರಷ್ಟು ರಿಯಾಯಿತಿ ನೀಡಿ, 24 ರೂಗೆ ಮಾರಾಟ ಮಾಡಲಾಗುತ್ತಿದೆ. ಖಾದಿ ಉಡುಪುಗಳ ಮಹತ್ವ: ಖಾದಿ ಉಡುಪುಗಳು ಚಳಿಗಾಲದಲ್ಲಿ ಬೆಚ್ಚನೆ ಹಾಗೂ ಬೇಸಿಗೆಯಲ್ಲಿ ತಂಪಿನ ಅನುಭವ ನೀಡುವುದರಿಂದ ಆರೋಗ್ಯಕ್ಕೂ ಒಳ್ಳೆಯದು ಎನ್ನಲಾಗುತ್ತದೆ. [1098, 456, 1459, 580]
headline-sringeri: ಶೃಂಗೇರಿಯಲ್ಲಿ ರಾಜ್ಯ ಮಟ್ಟದ ಬ್ರಾಹ್ಮಣ ವಧು-ವರಾನ್ವೇಷಣೆ ಸಮಾವೇಶ [172, 201, 351, 273]
lead-subhead: ಪ್ರಸಾರ ಭಾರತಿ ಮಂಡಳಿ ಅಧ್ಯಕ್ಷ ಡಾ.ಎ.ಸೂರ್ಯ ಪ್ರಕಾಶರಿಂದ ಘಟಿಕೋತ್ಸವ ಭಾಷಣ [363, 339, 1085, 368]
suicide-infobox [359, 1389, 674, 1694]
magenta-dot [1402, 2245, 1413, 2256]
magenta-dot [188, 2245, 199, 2256]
wine-headline-box [1098, 896, 1459, 974]
eye-body: ಮೈಸೂರು, ನ.15-ಮೈಸೂರಿನ ಶ್ರೀ ಲಕ್ಷ್ಮಿ ಚಿಕಿತ್ಸಾ ಕೇಂದ್ರದಲ್ಲಿ ಎರಡು ದಿನಗಳ ಉಚಿತ ರೇಖಿ ಮತ್ತು ಪ್ರಾಣ ಚಿಕಿತ್ಸಾ ಶಿಬಿರ ಹಮ್ಮಿಕೊಳ್ಳಲಾಗಿದೆ. ನ.16 ಹಾಗೂ 17ರಂದು ಎಸ್.ಆರ್.ಮೊಹಲ್ಲಾದ ಗಣೇಶ ದೇವಸ್ಥಾನದ ರಸ್ತೆಯಲ್ಲಿರುವ ಶ್ರೀ ಲಕ್ಷ್ಮಿ ಚಿಕಿತ್ಸಾ ಕೇಂದ್ರದಲ್ಲಿ ಬೆಳಿಗ್ಗೆ 10ರಿಂದ ಸಂಜೆ 5 ಗಂಟೆವರೆಗೆ ನಡೆಯಲಿರುವ ಈ ಶಿಬಿರದಲ್ಲಿ ಸಕ್ಕರೆ ಕಾಯಿಲೆ, ರಕ್ತದೊತ್ತಡ, ಅಸ್ತಮಾ, ಮೈಗ್ರೇನ್, ಬೆನ್ನು ನೋವು, ಮಂಡಿ ನೋವು, ಕತ್ತು ನೋವು ಸೇರಿದಂತೆ ಹಲವು ಸಮಸ್ಯೆಗಳಿಗೆ ಚಿಕಿತ್ಸೆ ನೀಡಲಾಗುವುದು. ಹೆಚ್ಚಿನ ವಿವರಗಳಿಗೆ ಮೊ.9741842697 ಸಂಪರ್ಕಿಸಿ. [171, 2125, 537, 2217]
kumbha-content [1098, 1876, 1459, 2233]
health-headline: ಇಂದು ಆರೋಗ್ಯವಂತ ಮಕ್ಕಳ ಸ್ಪರ್ಧೆ [1136, 668, 1421, 697]
masthead-rule [171, 196, 1458, 199]
column-rule [1091, 200, 1093, 1200]
cyan-dot [778, 2245, 789, 2256]
rule-lower [171, 1778, 1458, 1780]
black-dot [828, 2245, 839, 2256]
yellow-dot [1418, 2245, 1430, 2256]
lead-body-right: ಇಂಜಿನಿಯರಿಂಗ್ ವಿಭಾಗದಲ್ಲಿ ಬಿ.ಇ. ಪದವಿ ಪಡೆದ ವಿದ್ಯಾರ್ಥಿಗಳಲ್ಲಿ ಐಶ್ವರ್ಯ, ಅಕ್ಷತಾ, ದಿವ್ಯಾ, ಸ್ನೇಹಾ ಹಾಗೂ ಇತರರು ಅತಿ ಹೆಚ್ಚು ಚಿನ್ನದ ಪದಕಗಳನ್ನು ಪಡೆದಿದ್ದಾರೆ. ಘಟಿಕೋತ್ಸವದಲ್ಲಿ ವಿತರಿಸಲಾಗುವ ಪದಕಗಳು ಹಾಗೂ ನಗದು ಬಹುಮಾನಗಳ ವಿವರ ನೀಡಲಾಯಿತು. 15 ಪದವಿ ಶಿಕ್ಷಣ, 27 ಸ್ನಾತಕೋತ್ತರ ಶಿಕ್ಷಣ, 4 ಸಂಜೆ ಕಾಲೇಜು ಶಿಕ್ಷಣ ಕಾರ್ಯಕ್ರಮಗಳನ್ನು ನಿರ್ವಹಿಸುತ್ತಿರುವ ಜೆಎಸ್‌ಎಸ್ ವಿಶ್ವವಿದ್ಯಾನಿಲಯ ದೇಶದ ಉನ್ನತ ಶಿಕ್ಷಣ ಸಂಸ್ಥೆಗಳ ಪೈಕಿ ರ‍್ಯಾಂಕ್ ಗಳಿಸಿದ್ದಾರೆ. ಸುಮಾರು 6000 ವಿದ್ಯಾರ್ಥಿಗಳು ಅಧ್ಯಯನ ಮಾಡುತ್ತಿದ್ದಾರೆ ಎಂದು ಪ್ರೊ.ಉಮಾಶಂಕರ್ ತಿಳಿಸಿದರು. [593, 714, 1085, 791]
